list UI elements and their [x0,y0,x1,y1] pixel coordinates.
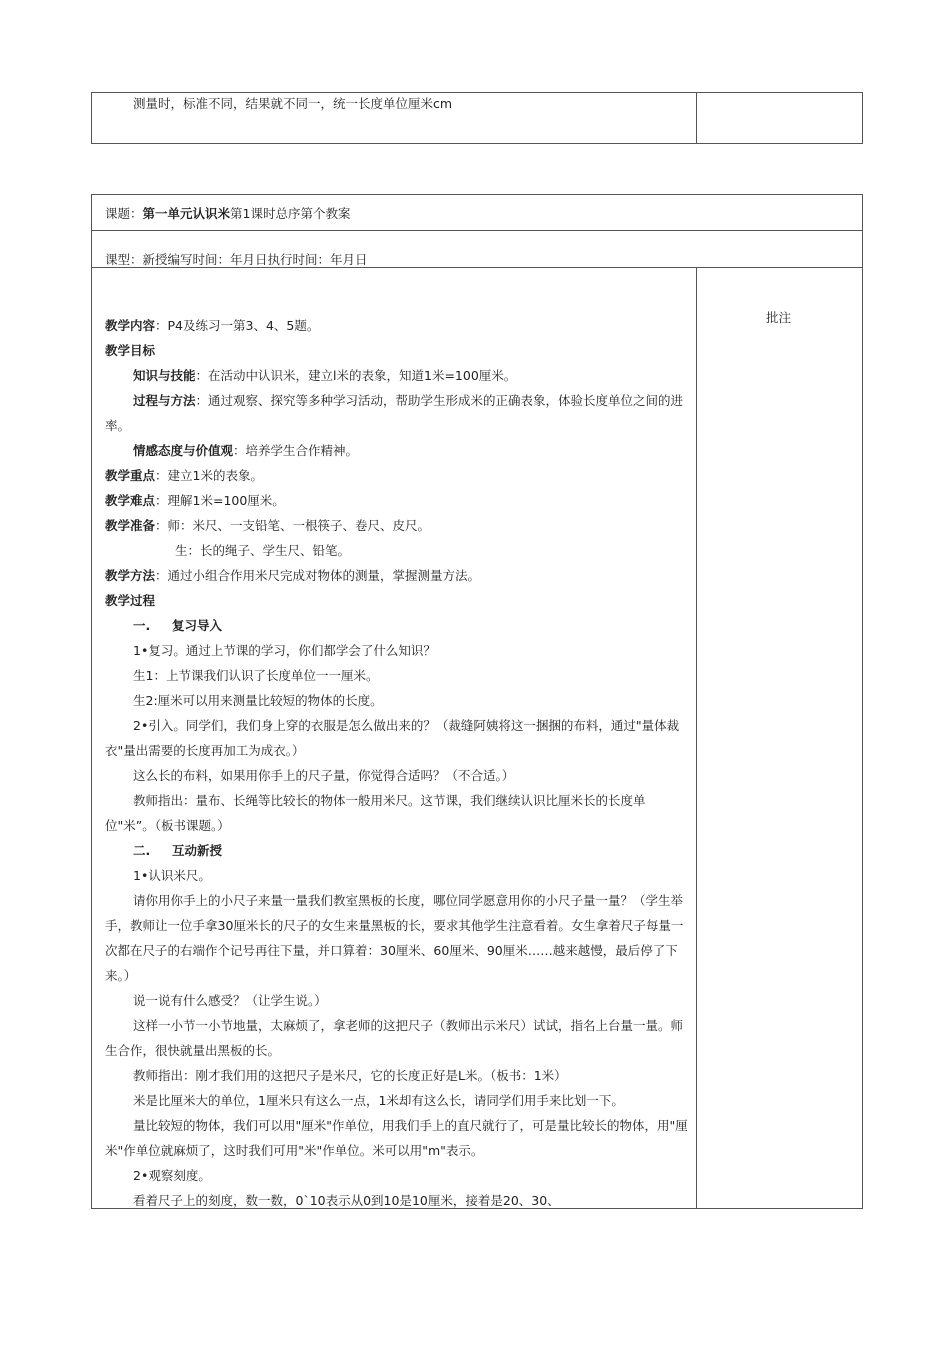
method-line: 教学方法：通过小组合作用米尺完成对物体的测量，掌握测量方法。 [105,568,481,583]
preparation-line: 教学准备：师：米尺、一支铅笔、一根筷子、卷尺、皮尺。 [105,518,431,533]
paragraph: 量比较短的物体，我们可以用"厘米"作单位，用我们手上的直尺就行了，可是量比较长的物体，用"厘米"作单位就麻烦了，这时我们可用"米"作单位。米可以用"m"表示。 [105,1118,688,1158]
goal-process-line: 过程与方法：通过观察、探究等多种学习活动，帮助学生形成米的正确表象，体验长度单位之间的进率。 [105,393,684,433]
lesson-table-column-divider [696,267,697,1209]
section-new-lesson-heading: 二. 互动新授 [133,843,223,858]
section-review-heading: 一. 复习导入 [133,618,223,633]
paragraph: 教师指出：刚才我们用的这把尺子是米尺，它的长度正好是L米。（板书：1米） [133,1068,567,1083]
process-heading: 教学过程 [105,593,156,608]
lesson-title-suffix: 第1课时总序第个教案 [230,206,351,221]
lesson-title-prefix: 课题： [105,206,143,221]
paragraph: 教师指出：量布、长绳等比较长的物体一般用米尺。这节课，我们继续认识比厘米长的长度单位"米”。（板书课题。） [105,793,646,833]
side-note-label: 批注 [766,310,792,325]
key-point-line: 教学重点：建立1米的表象。 [105,468,263,483]
goal-attitude-line: 情感态度与价值观：培养学生合作精神。 [133,443,359,458]
lesson-title-unit: 第一单元认识米 [142,206,231,221]
lesson-type-line: 课型：新授编写时间：年月日执行时间：年月日 [105,252,368,267]
teaching-content-line: 教学内容：P4及练习一第3、4、5题。 [105,318,320,333]
top-table-divider [696,92,697,144]
paragraph: 说一说有什么感受？（让学生说。） [133,993,327,1008]
preparation-student-line: 生：长的绳子、学生尺、铅笔。 [175,543,351,558]
paragraph: 生2:厘米可以用来测量比较短的物体的长度。 [133,693,383,708]
paragraph: 2•观察刻度。 [133,1168,211,1183]
lesson-content [105,313,690,1213]
paragraph: 1•复习。通过上节课的学习，你们都学会了什么知识？ [133,643,436,658]
lesson-title [105,205,351,223]
paragraph: 看着尺子上的刻度，数一数，0`10表示从0到10是10厘米，接着是20、30、 [133,1193,560,1208]
teaching-goals-heading: 教学目标 [105,343,156,358]
paragraph: 这样一小节一小节地量，太麻烦了，拿老师的这把尺子（教师出示米尺）试试，指名上台量一量。师生合作，很快就量出黑板的长。 [105,1018,684,1058]
paragraph: 这么长的布料，如果用你手上的尺子量，你觉得合适吗？（不合适。） [133,768,515,783]
paragraph: 米是比厘米大的单位，1厘米只有这么一点，1米却有这么长，请同学们用手来比划一下。 [133,1093,624,1108]
paragraph: 请你用你手上的小尺子来量一量我们教室黑板的长度，哪位同学愿意用你的小尺子量一量？（学生举手，教师让一位手拿30厘米长的尺子的女生来量黑板的长，要求其他学生注意看着。女生拿着尺子每量一次都在尺子的右端作个记号再往下量，并口算着：30厘米、60厘米、90厘米……越来越慢，最后停了下来。） [105,893,684,983]
goal-knowledge-line: 知识与技能：在活动中认识米，建立l米的表象，知道1米=100厘米。 [133,368,517,383]
lesson-table-row-divider-1 [91,230,863,231]
difficulty-line: 教学难点：理解1米=100厘米。 [105,493,285,508]
top-table-text: 测量时，标准不同，结果就不同一，统一长度单位厘米cm [133,96,453,111]
paragraph: 1•认识米尺。 [133,868,211,883]
paragraph: 2•引入。同学们，我们身上穿的衣服是怎么做出来的？（裁缝阿姨将这一捆捆的布料，通过"量体裁衣"量出需要的长度再加工为成衣。） [105,718,680,758]
paragraph: 生1：上节课我们认识了长度单位一一厘米。 [133,668,379,683]
